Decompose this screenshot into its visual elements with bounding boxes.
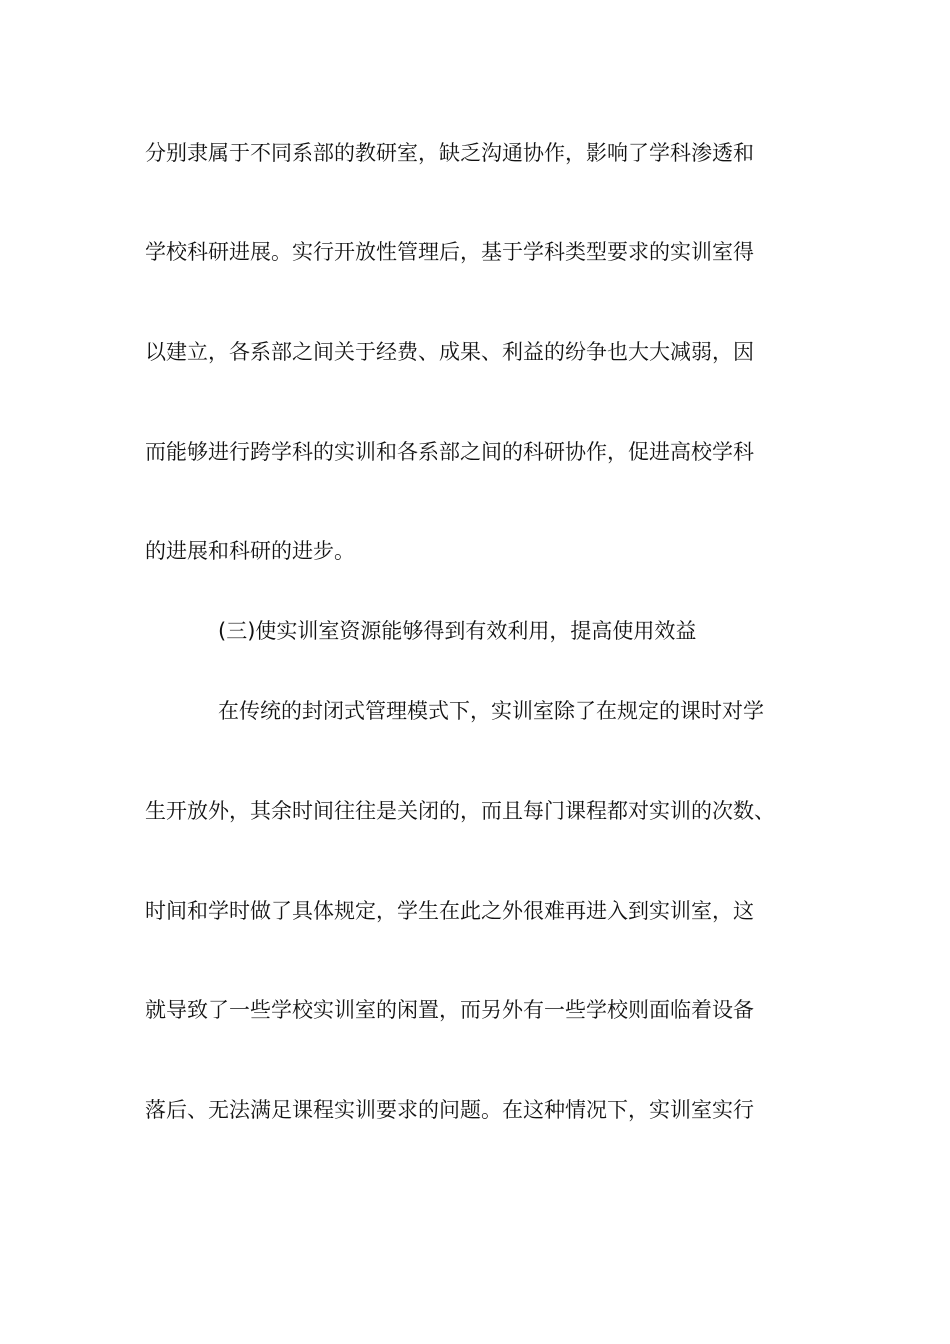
- paragraph-line: 分别隶属于不同系部的教研室，缺乏沟通协作，影响了学科渗透和: [145, 141, 754, 165]
- paragraph-line: 的进展和科研的进步。: [145, 539, 355, 563]
- paragraph-line: 而能够进行跨学科的实训和各系部之间的科研协作，促进高校学科: [145, 440, 754, 464]
- paragraph-line: 在传统的封闭式管理模式下，实训室除了在规定的课时对学: [218, 699, 764, 723]
- paragraph-line: 生开放外，其余时间往往是关闭的，而且每门课程都对实训的次数、: [145, 799, 775, 823]
- section-heading: (三)使实训室资源能够得到有效利用，提高使用效益: [218, 619, 697, 643]
- paragraph-line: 落后、无法满足课程实训要求的问题。在这种情况下，实训室实行: [145, 1098, 754, 1122]
- paragraph-line: 学校科研进展。实行开放性管理后，基于学科类型要求的实训室得: [145, 240, 754, 264]
- paragraph-line: 时间和学时做了具体规定，学生在此之外很难再进入到实训室，这: [145, 899, 754, 923]
- paragraph-line: 就导致了一些学校实训室的闲置，而另外有一些学校则面临着设备: [145, 998, 754, 1022]
- paragraph-line: 以建立，各系部之间关于经费、成果、利益的纷争也大大减弱，因: [145, 340, 754, 364]
